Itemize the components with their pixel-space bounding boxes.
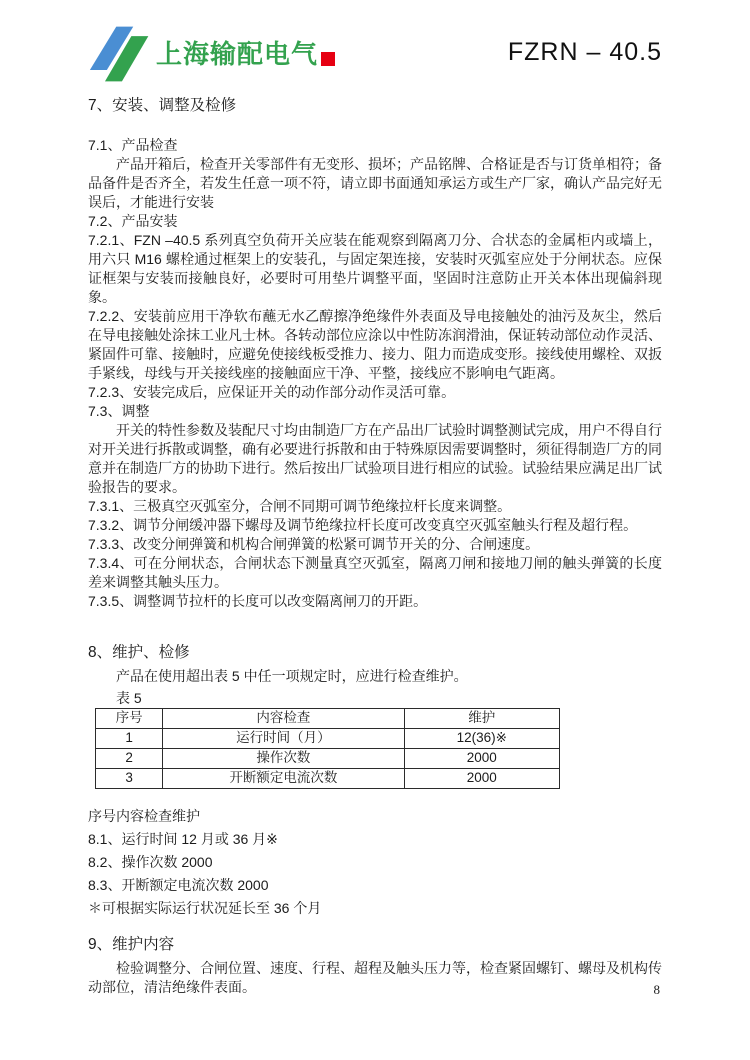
cell-check-content: 操作次数 (163, 749, 404, 769)
product-model: FZRN – 40.5 (507, 38, 662, 66)
footnote-extension: ＊可根据实际运行状况延长至 36 个月 (88, 900, 322, 916)
section-7-1-heading: 7.1、产品检查 (88, 137, 178, 153)
maintenance-table (95, 708, 560, 789)
column-header-check-content: 内容检查 (163, 709, 404, 729)
section-9-heading: 9、维护内容 (88, 936, 175, 953)
paragraph-7-3-5: 7.3.5、调整调节拉杆的长度可以改变隔离闸刀的开距。 (88, 593, 428, 609)
table-header-row (96, 709, 560, 729)
paragraph-7-3: 开关的特性参数及装配尺寸均由制造厂方在产品出厂试验时调整测试完成，用户不得自行对开关进行拆散或调整，确有必要进行拆散和由于特殊原因需要调整时，须征得制造厂方的同意并在制造厂方的协助下进行。然后按出厂试验项目进行相应的试验。试验结果应满足出厂试验报告的要求。 (88, 422, 662, 495)
paragraph-7-3-4: 7.3.4、可在分闸状态，合闸状态下测量真空灭弧室，隔离刀闸和接地刀闸的触头弹簧的长度差来调整其触头压力。 (88, 555, 662, 590)
table-row (96, 729, 560, 749)
column-header-index: 序号 (96, 709, 163, 729)
paragraph-7-3-1: 7.3.1、三极真空灭弧室分，合闸不同期可调节绝缘拉杆长度来调整。 (88, 498, 512, 514)
table-row (96, 769, 560, 789)
table-note-title: 序号内容检查维护 (88, 808, 200, 824)
document-body (0, 96, 750, 997)
section-8-intro: 产品在使用超出表 5 中任一项规定时，应进行检查维护。 (116, 668, 468, 684)
item-8-2: 8.2、操作次数 2000 (88, 854, 213, 870)
cell-maintenance: 2000 (404, 769, 559, 789)
company-name: 上海输配电气 (156, 39, 319, 69)
cell-maintenance: 12(36)※ (404, 729, 559, 749)
paragraph-7-2-3: 7.2.3、安装完成后，应保证开关的动作部分动作灵活可靠。 (88, 384, 456, 400)
cell-check-content: 运行时间（月） (163, 729, 404, 749)
page-number: 8 (653, 982, 660, 997)
table-caption: 表 5 (116, 690, 142, 706)
cell-maintenance: 2000 (404, 749, 559, 769)
paragraph-7-3-2: 7.3.2、调节分闸缓冲器下螺母及调节绝缘拉杆长度可改变真空灭弧室触头行程及超行程。 (88, 517, 638, 533)
table-row (96, 749, 560, 769)
cell-check-content: 开断额定电流次数 (163, 769, 404, 789)
column-header-maintenance: 维护 (404, 709, 559, 729)
section-7-3-heading: 7.3、调整 (88, 403, 150, 419)
paragraph-7-2-1: 7.2.1、FZN –40.5 系列真空负荷开关应装在能观察到隔离刀分、合状态的金属柜内或墙上，用六只 M16 螺栓通过框架上的安装孔，与固定架连接，安装时灭弧室应处于分闸状态。应保证框架与安装而接触良好，必要时可用垫片调整平面，坚固时注意防止开关本体出现偏斜现象。 (88, 232, 662, 305)
cell-index: 2 (96, 749, 163, 769)
company-logo (88, 26, 335, 82)
section-7-heading: 7、安装、调整及检修 (88, 97, 237, 114)
paragraph-7-2-2: 7.2.2、安装前应用干净软布蘸无水乙醇擦净绝缘件外表面及导电接触处的油污及灰尘，然后在导电接触处涂抹工业凡士林。各转动部位应涂以中性防冻润滑油，保证转动部位动作灵活、紧固件可靠、接触时，应避免使接线板受推力、接力、阻力而造成变形。接线使用螺栓、双扳手紧线，母线与开关接线座的接触面应干净、平整，接线应不影响电气距离。 (88, 308, 662, 381)
paragraph-7-3-3: 7.3.3、改变分闸弹簧和机构合闸弹簧的松紧可调节开关的分、合闸速度。 (88, 536, 540, 552)
page-header (0, 0, 750, 88)
item-8-1: 8.1、运行时间 12 月或 36 月※ (88, 831, 278, 847)
paragraph-9: 检验调整分、合闸位置、速度、行程、超程及触头压力等，检查紧固螺钉、螺母及机构传动部位，清洁绝缘件表面。 (88, 960, 662, 995)
section-7-2-heading: 7.2、产品安装 (88, 213, 178, 229)
paragraph-7-1: 产品开箱后，检查开关零部件有无变形、损坏；产品铭牌、合格证是否与订货单相符；备品备件是否齐全，若发生任意一项不符，请立即书面通知承运方或生产厂家，确认产品完好无误后，才能进行安装 (88, 156, 662, 210)
section-8-heading: 8、维护、检修 (88, 644, 190, 661)
logo-red-square-icon (321, 52, 335, 66)
logo-mark-icon (88, 26, 154, 82)
item-8-3: 8.3、开断额定电流次数 2000 (88, 877, 269, 893)
cell-index: 1 (96, 729, 163, 749)
cell-index: 3 (96, 769, 163, 789)
